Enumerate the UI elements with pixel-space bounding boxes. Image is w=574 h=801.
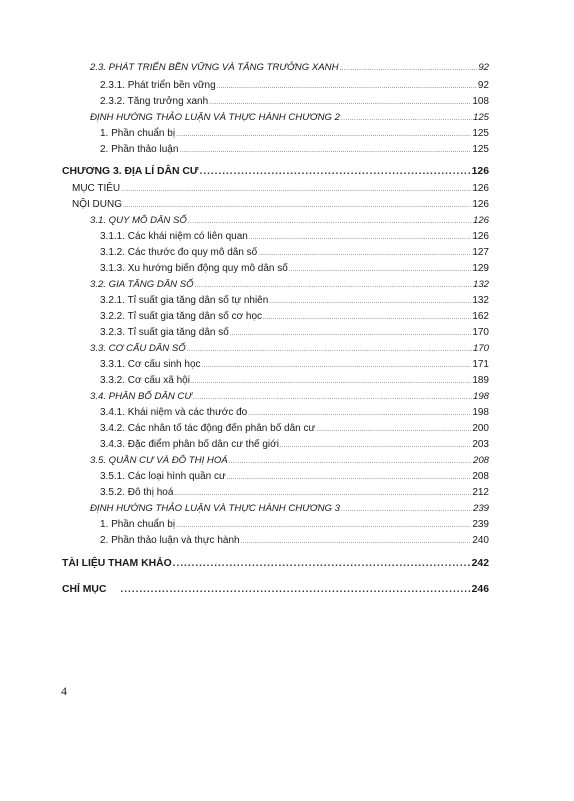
toc-entry-page: 92 (478, 62, 489, 73)
toc-entry-title: 3.3.2. Cơ cấu xã hội (100, 375, 190, 386)
toc-entry[interactable] (90, 503, 489, 514)
toc-entry-title: 1. Phần chuẩn bị (100, 519, 176, 530)
leader-dots (187, 347, 472, 353)
toc-entry-title: ĐỊNH HƯỚNG THẢO LUẬN VÀ THỰC HÀNH CHƯƠNG 2 (90, 112, 341, 123)
toc-entry[interactable] (72, 183, 489, 194)
toc-entry-page: 132 (472, 279, 489, 290)
leader-dots (193, 395, 472, 401)
toc-entry-page: 198 (472, 407, 489, 418)
toc-entry-page: 170 (472, 343, 489, 354)
toc-entry[interactable] (90, 112, 489, 123)
toc-entry[interactable] (100, 128, 489, 139)
toc-entry-page: 126 (472, 183, 489, 194)
toc-entry[interactable] (90, 62, 489, 73)
leader-dots (176, 132, 471, 138)
toc-entry[interactable] (100, 96, 489, 107)
toc-entry-title: 3.1.3. Xu hướng biến động quy mô dân số (100, 263, 288, 274)
toc-entry-title: 3.4.3. Đặc điểm phân bố dân cư thế giới (100, 439, 279, 450)
toc-entry[interactable] (100, 247, 489, 258)
toc-entry[interactable] (100, 359, 489, 370)
toc-entry-title: 3.3. CƠ CẤU DÂN SỐ (90, 343, 186, 354)
leader-dots (263, 315, 471, 321)
toc-entry[interactable] (100, 519, 489, 530)
toc-entry-title: 2. Phần thảo luận (100, 144, 179, 155)
leader-dots (179, 148, 471, 154)
leader-dots (248, 411, 471, 417)
leader-dots (241, 539, 472, 545)
leader-dots (174, 491, 471, 497)
leader-dots (217, 84, 477, 90)
toc-entry-title: 3.4. PHÂN BỐ DÂN CƯ (90, 391, 192, 402)
toc-entry-page: 240 (472, 535, 489, 546)
toc-entry-page: 162 (472, 311, 489, 322)
toc-entry-title: 2. Phần thảo luận và thực hành (100, 535, 240, 546)
leader-dots (121, 187, 471, 193)
toc-entry[interactable] (100, 487, 489, 498)
toc-entry-page: 126 (471, 166, 489, 177)
toc-entry-page: 108 (472, 96, 489, 107)
toc-entry-title: 3.2. GIA TĂNG DÂN SỐ (90, 279, 194, 290)
toc-entry-title: 3.2.3. Tỉ suất gia tăng dân số (100, 327, 229, 338)
toc-entry[interactable] (100, 311, 489, 322)
toc-entry-page: 92 (477, 80, 489, 91)
toc-entry-page: 127 (472, 247, 489, 258)
toc-entry[interactable] (100, 471, 489, 482)
toc-entry-page: 125 (472, 144, 489, 155)
toc-entry-title: 2.3.2. Tăng trưởng xanh (100, 96, 209, 107)
leader-dots (269, 299, 471, 305)
toc-entry-title: 2.3. PHÁT TRIỂN BỀN VỮNG VÀ TĂNG TRƯỞNG XANH (90, 62, 339, 73)
leader-dots (229, 459, 472, 465)
leader-dots (289, 267, 471, 273)
leader-dots (258, 251, 471, 257)
toc-entry-title: MỤC TIÊU (72, 183, 121, 194)
leader-dots (123, 203, 471, 209)
toc-entry-title: NỘI DUNG (72, 199, 122, 210)
toc-entry[interactable] (100, 407, 489, 418)
leader-dots (191, 379, 471, 385)
toc-entry-page: 126 (472, 231, 489, 242)
leader-dots (230, 331, 472, 337)
toc-entry[interactable] (100, 231, 489, 242)
toc-entry[interactable] (100, 295, 489, 306)
toc-entry[interactable] (90, 279, 489, 290)
leader-dots (188, 219, 472, 225)
toc-entry-page: 125 (472, 112, 489, 123)
toc-entry-page: 129 (472, 263, 489, 274)
toc-entry-title: 3.3.1. Cơ cấu sinh học (100, 359, 201, 370)
toc-entry-title: 3.1. QUY MÔ DÂN SỐ (90, 215, 187, 226)
leader-dots (227, 475, 472, 481)
toc-entry[interactable] (90, 215, 489, 226)
leader-dots (120, 584, 470, 595)
toc-entry-title: 3.4.2. Các nhân tố tác động đến phân bố dân cư (100, 423, 316, 434)
toc-entry-page: 208 (472, 471, 489, 482)
toc-entry-page: 212 (472, 487, 489, 498)
toc-entry-page: 171 (472, 359, 489, 370)
leader-dots (202, 363, 472, 369)
toc-entry-page: 170 (472, 327, 489, 338)
leader-dots (209, 100, 471, 106)
toc-entry-title: 3.1.2. Các thước đo quy mô dân số (100, 247, 258, 258)
toc-entry-title: 1. Phần chuẩn bị (100, 128, 176, 139)
toc-entry-title: TÀI LIỆU THAM KHẢO (62, 558, 172, 569)
toc-entry-page: 208 (472, 455, 489, 466)
leader-dots (280, 443, 471, 449)
toc-entry[interactable] (100, 263, 489, 274)
toc-entry[interactable] (100, 327, 489, 338)
toc-entry-page: 126 (472, 199, 489, 210)
toc-chapter[interactable] (62, 584, 489, 595)
toc-entry-title: 3.1.1. Các khái niệm có liên quan (100, 231, 248, 242)
toc-entry-page: 246 (471, 584, 489, 595)
toc-entry-title: 3.2.2. Tỉ suất gia tăng dân số cơ học (100, 311, 263, 322)
toc-entry-page: 126 (472, 215, 489, 226)
toc-entry[interactable] (100, 535, 489, 546)
leader-dots (341, 507, 472, 513)
toc-entry-title: 3.5.1. Các loại hình quần cư (100, 471, 226, 482)
leader-dots (173, 558, 471, 569)
toc-entry-page: 239 (472, 503, 489, 514)
toc-entry[interactable] (100, 439, 489, 450)
toc-entry-title: CHỈ MỤC (62, 584, 107, 595)
leader-dots (200, 166, 471, 177)
leader-dots (340, 66, 478, 72)
leader-dots (341, 116, 472, 122)
toc-entry[interactable] (100, 144, 489, 155)
toc-entry[interactable] (90, 391, 489, 402)
toc-entry-title: CHƯƠNG 3. ĐỊA LÍ DÂN CƯ (62, 166, 199, 177)
toc-entry[interactable] (90, 343, 489, 354)
leader-dots (316, 427, 471, 433)
toc-entry-title: ĐỊNH HƯỚNG THẢO LUẬN VÀ THỰC HÀNH CHƯƠNG 3 (90, 503, 341, 514)
toc-entry[interactable] (100, 423, 489, 434)
toc-entry[interactable] (90, 455, 489, 466)
toc-entry[interactable] (72, 199, 489, 210)
toc-entry-page: 132 (472, 295, 489, 306)
toc-entry-title: 3.5. QUẦN CƯ VÀ ĐÔ THỊ HOÁ (90, 455, 228, 466)
toc-entry-page: 242 (471, 558, 489, 569)
toc-entry-page: 198 (472, 391, 489, 402)
toc-entry-title: 3.5.2. Đô thị hoá (100, 487, 174, 498)
leader-dots (176, 523, 471, 529)
toc-chapter[interactable] (62, 166, 489, 177)
toc-entry[interactable] (100, 80, 489, 91)
toc-entry-page: 239 (472, 519, 489, 530)
toc-entry-title: 2.3.1. Phát triển bền vững (100, 80, 216, 91)
page-number: 4 (61, 684, 67, 698)
toc-entry-page: 203 (472, 439, 489, 450)
toc-entry-title: 3.2.1. Tỉ suất gia tăng dân số tự nhiên (100, 295, 269, 306)
leader-dots (195, 283, 472, 289)
toc-chapter[interactable] (62, 558, 489, 569)
toc-entry-page: 200 (472, 423, 489, 434)
toc-entry[interactable] (100, 375, 489, 386)
toc-entry-page: 125 (472, 128, 489, 139)
toc-entry-page: 189 (472, 375, 489, 386)
toc-entry-title: 3.4.1. Khái niệm và các thước đo (100, 407, 248, 418)
leader-dots (249, 235, 471, 241)
